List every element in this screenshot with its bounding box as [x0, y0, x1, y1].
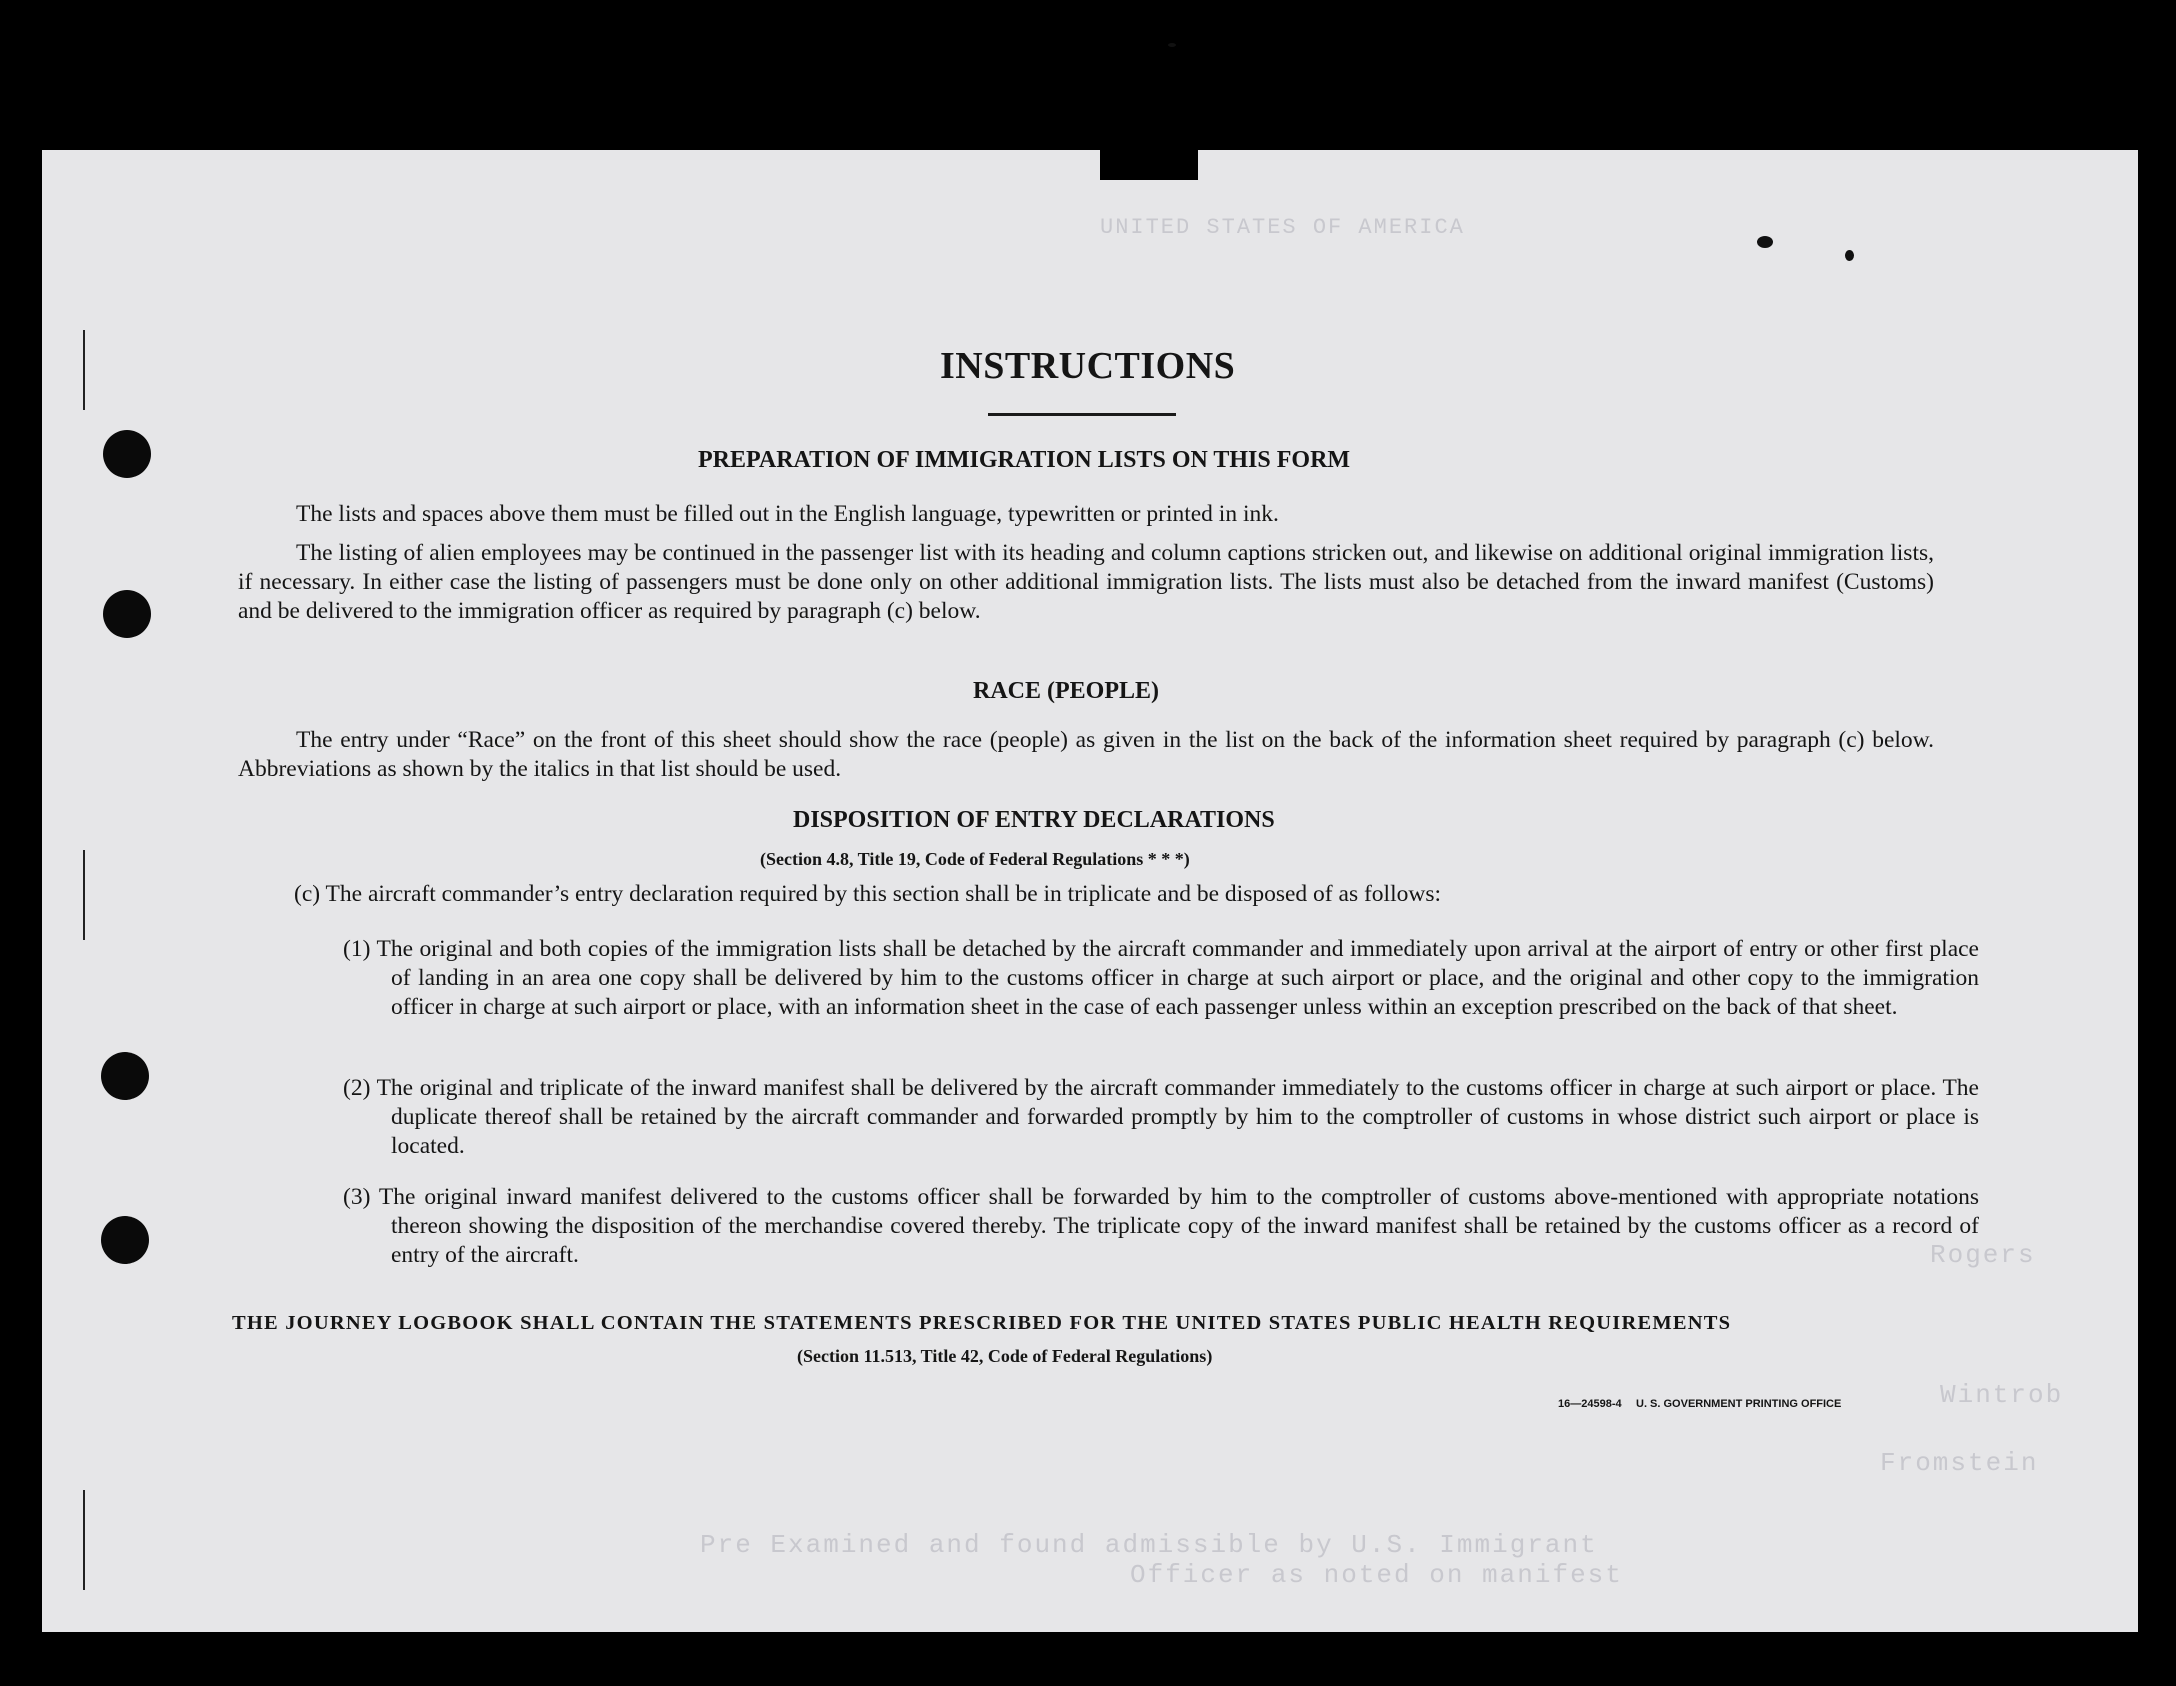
section-heading-race: RACE (PEOPLE)	[973, 678, 1159, 704]
list-item: (3) The original inward manifest delivered to the customs officer shall be forwarded by him to the comptroller of customs above-mentioned with appropriate notations thereon showing the disposition of the merchandise covered thereby. The triplicate copy of the inward manifest shall be retained by the customs officer as a record of entry of the aircraft.	[343, 1184, 1979, 1268]
logbook-statement: THE JOURNEY LOGBOOK SHALL CONTAIN THE STATEMENTS PRESCRIBED FOR THE UNITED STATES PUBLIC HEALTH REQUIREMENTS	[232, 1312, 1732, 1334]
printer-imprint: U. S. GOVERNMENT PRINTING OFFICE	[1636, 1398, 1842, 1410]
section-heading-preparation: PREPARATION OF IMMIGRATION LISTS ON THIS FORM	[698, 447, 1351, 473]
form-number: 16—24598-4	[1558, 1398, 1622, 1410]
bleed-through-header: UNITED STATES OF AMERICA	[1100, 215, 1465, 240]
logbook-citation: (Section 11.513, Title 42, Code of Federal Regulations)	[797, 1346, 1213, 1366]
paragraph: The listing of alien employees may be continued in the passenger list with its heading and column captions stricken out, and likewise on additional original immigration lists, if necessary. In either case the listing of passengers must be done only on other additional immigration lists. The lists must also be detached from the inward manifest (Customs) and be delivered to the immigration officer as required by paragraph (c) below.	[238, 540, 1934, 624]
paragraph-c: (c) The aircraft commander’s entry declaration required by this section shall be in triplicate and be disposed of as follows:	[294, 881, 1441, 907]
title-underline	[988, 413, 1176, 416]
page-title: INSTRUCTIONS	[940, 345, 1236, 387]
bleed-through-note: Officer as noted on manifest	[1130, 1560, 1623, 1590]
section-citation: (Section 4.8, Title 19, Code of Federal Regulations * * *)	[760, 849, 1190, 869]
paragraph: The entry under “Race” on the front of this sheet should show the race (people) as given in the list on the back of the information sheet required by paragraph (c) below. Abbreviations as shown by the italics in that list should be used.	[238, 727, 1934, 782]
bleed-through-name: Wintrob	[1940, 1380, 2064, 1410]
bleed-through-note: Pre Examined and found admissible by U.S. Immigrant	[700, 1530, 1598, 1560]
bleed-through-name: Rogers	[1930, 1240, 2036, 1270]
section-heading-disposition: DISPOSITION OF ENTRY DECLARATIONS	[793, 807, 1275, 833]
list-item: (2) The original and triplicate of the inward manifest shall be delivered by the aircraft commander immediately to the customs officer in charge at such airport or place. The duplicate thereof shall be retained by the aircraft commander and forwarded promptly by him to the comptroller of customs in whose district such airport or place is located.	[343, 1075, 1979, 1159]
bleed-through-name: Fromstein	[1880, 1448, 2039, 1478]
paragraph: The lists and spaces above them must be filled out in the English language, typewritten or printed in ink.	[296, 501, 1279, 527]
list-item: (1) The original and both copies of the immigration lists shall be detached by the aircraft commander and immediately upon arrival at the airport of entry or other first place of landing in an area one copy shall be delivered by him to the customs officer in charge at such airport or place, and the original and other copy to the immigration officer in charge at such airport or place, with an information sheet in the case of each passenger unless within an exception prescribed on the back of that sheet.	[343, 936, 1979, 1020]
